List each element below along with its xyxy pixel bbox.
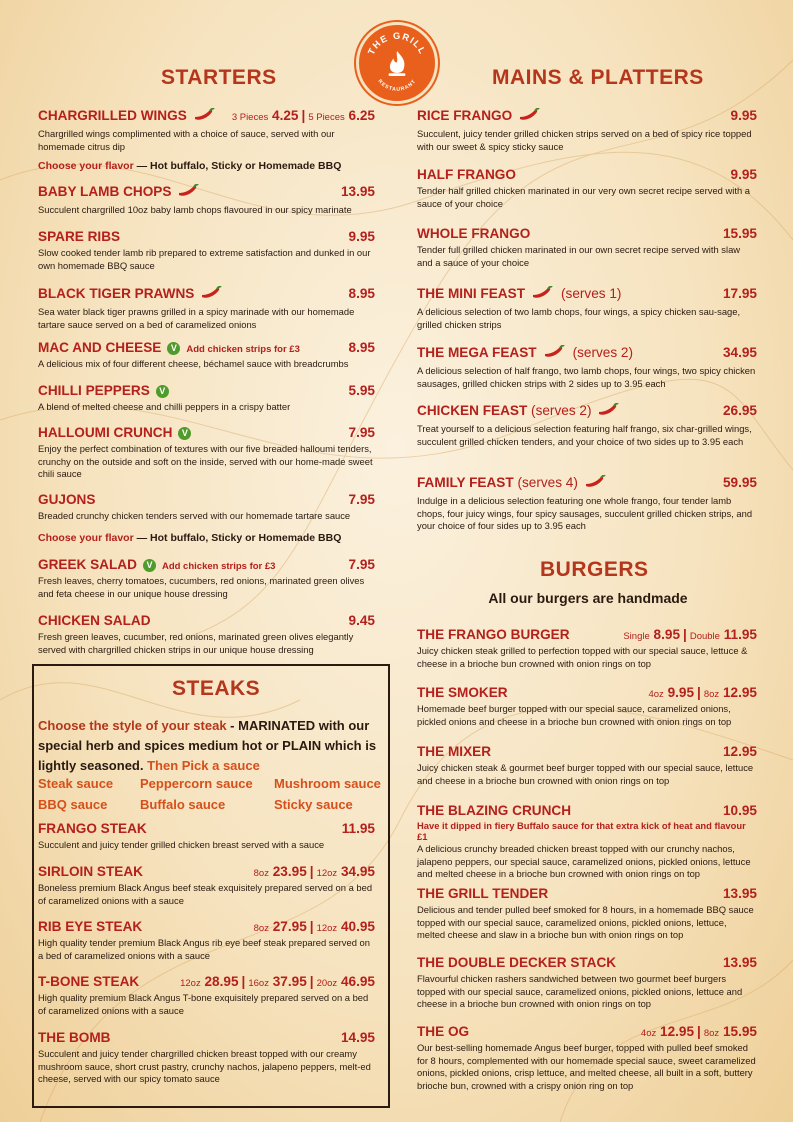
item-price: 10.95	[722, 803, 757, 818]
item-name: GUJONS	[38, 492, 96, 507]
item-name: CHICKEN SALAD	[38, 613, 151, 628]
item-description: Treat yourself to a delicious selection featuring half frango, six char-grilled wings, succulent grilled chicken tenders, and your choice of two sides up to 3.95 each	[417, 423, 752, 447]
item-name: THE BLAZING CRUNCH	[417, 803, 572, 818]
menu-item-chargrilled-wings: CHARGRILLED WINGS 3 Pieces 4.25 | 5 Pieces 6.25 Chargrilled wings complimented with a choice of sauce, served with our homemade citrus dip	[38, 108, 375, 152]
flame-icon	[389, 51, 406, 76]
item-price: 12.95	[722, 744, 757, 759]
item-name: THE GRILL TENDER	[417, 886, 549, 901]
menu-item-the-smoker: THE SMOKER 4oz 9.95 | 8oz 12.95 Homemade beef burger topped with our special sauce, caramelized onions, pickled onions and cheese in a brioche bun crowned with onion rings on top	[417, 685, 757, 727]
item-description: Succulent chargrilled 10oz baby lamb chops flavoured in our spicy marinate	[38, 204, 352, 215]
menu-item-whole-frango	[417, 226, 757, 269]
menu-item-rice-frango	[417, 108, 757, 153]
menu-item-greek-salad	[38, 557, 375, 600]
chili-icon	[597, 403, 619, 420]
flavor-choice: Choose your flavor — Hot buffalo, Sticky or Homemade BBQ	[38, 160, 342, 172]
menu-item-blazing-crunch	[417, 803, 757, 881]
item-name: THE SMOKER	[417, 685, 508, 700]
menu-item-half-frango	[417, 167, 757, 210]
item-price: 8.95	[348, 286, 375, 301]
item-description: Delicious and tender pulled beef smoked for 8 hours, in a homemade BBQ sauce topped with our special sauce, caramelized onions, pickled onions, lettuce, melted cheese and slaw in a brioche bun with onion rings on top	[417, 904, 754, 941]
logo-bottom-text: RESTAURANT	[376, 78, 418, 93]
item-price: 8.95	[348, 340, 375, 355]
item-price: 7.95	[348, 492, 375, 507]
vegetarian-icon: V	[156, 385, 169, 398]
item-description: Our best-selling homemade Angus beef burger, topped with pulled beef smoked for 8 hours, complemented with our homemade special sauce, sweet caramelized onions, pickled onions, crisp lettuce, and melted cheese, all built in a soft, buttery brioche bun, crowned with a crispy onion ring on top	[417, 1042, 756, 1091]
addon-note: Add chicken strips for £3	[161, 561, 276, 572]
item-price: 5.95	[348, 383, 375, 398]
item-description: Juicy chicken steak & gourmet beef burger topped with our special sauce, lettuce and cheese in a brioche bun crowned with onion rings on top	[417, 762, 754, 786]
item-description: Succulent and juicy tender grilled chicken breast served with a sauce	[38, 839, 325, 850]
item-name: RIB EYE STEAK	[38, 919, 143, 934]
menu-item-frango-burger: THE FRANGO BURGER Single 8.95 | Double 11.95 Juicy chicken steak grilled to perfection topped with our special sauce, lettuce & cheese in a brioche bun crowned with onion rings on top	[417, 627, 757, 669]
item-description: Succulent and juicy tender chargrilled chicken breast topped with our creamy mushroom sauce, short crust pastry, crunchy nachos, jalapeno peppers, melt-ed cheese, served with our spicy tomato sauce	[38, 1048, 371, 1085]
item-price: 15.95	[722, 226, 757, 241]
item-name: BABY LAMB CHOPS	[38, 184, 172, 199]
chili-icon	[200, 286, 222, 303]
item-name: HALLOUMI CRUNCH	[38, 425, 173, 440]
item-price: 7.95	[348, 425, 375, 440]
item-price: 9.95	[730, 108, 757, 123]
burgers-title: BURGERS	[540, 558, 649, 581]
item-description: A delicious selection of two lamb chops, four wings, a spicy chicken sau-sage, grilled chicken strips	[417, 306, 741, 330]
item-description: Tender half grilled chicken marinated in our very own secret recipe served with a sauce of your choice	[417, 185, 750, 209]
item-name: THE MEGA FEAST	[417, 345, 537, 360]
item-name: SIRLOIN STEAK	[38, 864, 143, 879]
item-name: THE MIXER	[417, 744, 492, 759]
item-name: GREEK SALAD	[38, 557, 137, 572]
item-name: CHICKEN FEAST	[417, 403, 528, 418]
chili-icon	[193, 108, 215, 125]
menu-item-mega-feast: THE MEGA FEAST (serves 2) 34.95 A delicious selection of half frango, two lamb chops, four wings, two spicy chicken sausages, grilled chicken strips with 2 sides up to 3.95 each	[417, 345, 757, 389]
item-description: Breaded crunchy chicken tenders served with our homemade tartare sauce	[38, 510, 351, 521]
steak-style-intro: Choose the style of your steak - MARINATED with our special herb and spices medium hot or PLAIN which is lightly seasoned. Then Pick a sauce	[38, 718, 377, 773]
menu-item-chilli-peppers	[38, 383, 375, 414]
item-price: 34.95	[722, 345, 757, 360]
menu-item-baby-lamb-chops	[38, 184, 375, 217]
menu-item-black-tiger-prawns	[38, 286, 375, 331]
menu-item-family-feast: FAMILY FEAST (serves 4) 59.95 Indulge in a delicious selection featuring one whole frango, four tender lamb chops, four juicy wings, four spicy sausages, succulent grilled chicken strips, and your choice of four sides up to 3.95 each	[417, 475, 757, 532]
item-description: Juicy chicken steak grilled to perfection topped with our special sauce, lettuce & cheese in a brioche bun crowned with onion rings on top	[417, 645, 748, 669]
item-price: 9.95	[730, 167, 757, 182]
sauce-option: BBQ sauce	[38, 797, 108, 812]
item-price: 9.95	[348, 229, 375, 244]
sauce-option: Peppercorn sauce	[140, 776, 253, 791]
item-name: FAMILY FEAST	[417, 475, 514, 490]
item-name: RICE FRANGO	[417, 108, 513, 123]
item-price: 13.95	[340, 184, 375, 199]
item-price: 17.95	[722, 286, 757, 301]
item-name: T-BONE STEAK	[38, 974, 140, 989]
menu-item-chicken-salad	[38, 613, 375, 656]
chili-icon	[177, 184, 199, 201]
menu-item-sirloin-steak: SIRLOIN STEAK 8oz 23.95 | 12oz 34.95 Boneless premium Black Angus beef steak exquisitely prepared served on a bed of caramelized onions with a sauce	[38, 864, 375, 906]
menu-item-mac-and-cheese	[38, 340, 375, 371]
item-price: 26.95	[722, 403, 757, 418]
item-price: 13.95	[722, 955, 757, 970]
menu-item-the-mixer	[417, 744, 757, 787]
item-description: Tender full grilled chicken marinated in our own secret recipe served with slaw and a sauce of your choice	[417, 244, 741, 268]
flavor-choice: Choose your flavor — Hot buffalo, Sticky or Homemade BBQ	[38, 532, 342, 544]
item-description: Sea water black tiger prawns grilled in a spicy marinade with our homemade tartare sauce served on a bed of caramelized onions	[38, 306, 355, 330]
item-name: FRANGO STEAK	[38, 821, 147, 836]
item-description: Indulge in a delicious selection featuring one whole frango, four tender lamb chops, four juicy wings, four spicy sausages, succulent grilled chicken strips, and your choice of four sides up to 3.95 each	[417, 495, 753, 532]
item-name: THE DOUBLE DECKER STACK	[417, 955, 617, 970]
burgers-subtitle: All our burgers are handmade	[488, 590, 688, 606]
item-description: Flavourful chicken rashers sandwiched between two gourmet beef burgers topped with our special sauce, caramelized onions, pickled onions, lettuce and cheese in a brioche bun crowned with onion rings on top	[417, 973, 743, 1010]
item-name: BLACK TIGER PRAWNS	[38, 286, 195, 301]
item-description: Slow cooked tender lamb rib prepared to extreme satisfaction and dunked in our own homemade BBQ sauce	[38, 247, 371, 271]
item-price: 13.95	[722, 886, 757, 901]
item-description: Fresh leaves, cherry tomatoes, cucumbers, red onions, marinated green olives and feta cheese in our unique house dressing	[38, 575, 365, 599]
menu-item-the-og: THE OG 4oz 12.95 | 8oz 15.95 Our best-selling homemade Angus beef burger, topped with pulled beef smoked for 8 hours, complemented with our homemade special sauce, sweet caramelized onions, pickled onions, crisp lettuce, and melted cheese, all built in a soft, buttery brioche bun, crowned with a crispy onion ring on top	[417, 1024, 757, 1091]
item-name: CHILLI PEPPERS	[38, 383, 150, 398]
item-name: THE BOMB	[38, 1030, 111, 1045]
menu-item-double-decker-stack	[417, 955, 757, 1011]
item-description: Fresh green leaves, cucumber, red onions, marinated green olives elegantly served with chargrilled chicken strips in our unique house dressing	[38, 631, 354, 655]
svg-text:RESTAURANT	[376, 78, 417, 92]
sauce-option: Buffalo sauce	[140, 797, 226, 812]
item-description: Chargrilled wings complimented with a choice of sauce, served with our homemade citrus dip	[38, 128, 335, 152]
vegetarian-icon: V	[178, 427, 191, 440]
item-name: THE MINI FEAST	[417, 286, 525, 301]
item-name: THE FRANGO BURGER	[417, 627, 570, 642]
item-name: MAC AND CHEESE	[38, 340, 162, 355]
item-description: High quality premium Black Angus T-bone exquisitely prepared served on a bed of caramelized onions with a sauce	[38, 992, 369, 1016]
item-price: 11.95	[341, 821, 375, 836]
item-description: A delicious crunchy breaded chicken breast topped with our crunchy nachos, jalapeno peppers, our special sauce, caramelized onions, pickled onions, lettuce and melted cheese in a brioche bun crowned with onion rings on top	[417, 843, 751, 880]
item-note: Have it dipped in fiery Buffalo sauce for that extra kick of heat and flavour £1	[417, 820, 746, 842]
sauce-option: Mushroom sauce	[274, 776, 381, 791]
chili-icon	[518, 108, 540, 125]
vegetarian-icon: V	[167, 342, 180, 355]
menu-item-chicken-feast: CHICKEN FEAST (serves 2) 26.95 Treat yourself to a delicious selection featuring half frango, six char-grilled wings, succulent grilled chicken tenders, and your choice of two sides up to 3.95 each	[417, 403, 757, 447]
item-price: 9.45	[348, 613, 375, 628]
menu-item-grill-tender	[417, 886, 757, 942]
starters-title: STARTERS	[161, 66, 277, 89]
restaurant-logo	[356, 22, 438, 104]
sauce-option: Steak sauce	[38, 776, 114, 791]
item-price: 14.95	[340, 1030, 375, 1045]
steaks-title: STEAKS	[172, 677, 261, 700]
item-description: A delicious selection of half frango, two lamb chops, four wings, two spicy chicken sausages, grilled chicken strips with 2 sides up to 3.95 each	[417, 365, 756, 389]
item-description: Succulent, juicy tender grilled chicken strips served on a bed of spicy rice topped with our sweet & spicy sticky sauce	[417, 128, 752, 152]
item-price: 7.95	[348, 557, 375, 572]
item-name: WHOLE FRANGO	[417, 226, 531, 241]
chili-icon	[584, 475, 606, 492]
item-description: A delicious mix of four different cheese, béchamel sauce with breadcrumbs	[38, 358, 349, 369]
item-description: A blend of melted cheese and chilli peppers in a crispy batter	[38, 401, 291, 412]
item-description: High quality tender premium Black Angus rib eye beef steak prepared served on a bed of caramelized onions with a sauce	[38, 937, 370, 961]
menu-item-spare-ribs	[38, 229, 375, 272]
chili-icon	[543, 345, 565, 362]
addon-note: Add chicken strips for £3	[186, 344, 300, 355]
item-description: Homemade beef burger topped with our special sauce, caramelized onions, pickled onions and cheese in a brioche bun crowned with onion rings on top	[417, 703, 732, 727]
menu-item-mini-feast: THE MINI FEAST (serves 1) 17.95 A delicious selection of two lamb chops, four wings, a spicy chicken sau-sage, grilled chicken strips	[417, 286, 757, 330]
item-description: Boneless premium Black Angus beef steak exquisitely prepared served on a bed of caramelized onions with a sauce	[38, 882, 373, 906]
menu-item-halloumi-crunch	[38, 425, 375, 481]
menu-item-rib-eye-steak: RIB EYE STEAK 8oz 27.95 | 12oz 40.95 High quality tender premium Black Angus rib eye beef steak prepared served on a bed of caramelized onions with a sauce	[38, 919, 375, 961]
logo-top-text: THE GRILL	[366, 30, 428, 57]
chili-icon	[531, 286, 553, 303]
item-name: THE OG	[417, 1024, 470, 1039]
item-price: 59.95	[722, 475, 757, 490]
item-name: HALF FRANGO	[417, 167, 516, 182]
menu-item-t-bone-steak: T-BONE STEAK 12oz 28.95 | 16oz 37.95 | 20oz 46.95 High quality premium Black Angus T-bone exquisitely prepared served on a bed of caramelized onions with a sauce	[38, 974, 375, 1016]
item-description: Enjoy the perfect combination of textures with our five breaded halloumi tenders, crunchy on the outside and soft on the inside, served with our home-made sweet chili sauce	[38, 443, 373, 480]
mains-title: MAINS & PLATTERS	[492, 66, 704, 89]
vegetarian-icon: V	[143, 559, 156, 572]
sauce-option: Sticky sauce	[274, 797, 353, 812]
item-name: CHARGRILLED WINGS	[38, 108, 187, 123]
menu-item-gujons	[38, 492, 375, 523]
menu-item-frango-steak	[38, 821, 375, 852]
item-name: SPARE RIBS	[38, 229, 121, 244]
menu-item-the-bomb	[38, 1030, 375, 1086]
